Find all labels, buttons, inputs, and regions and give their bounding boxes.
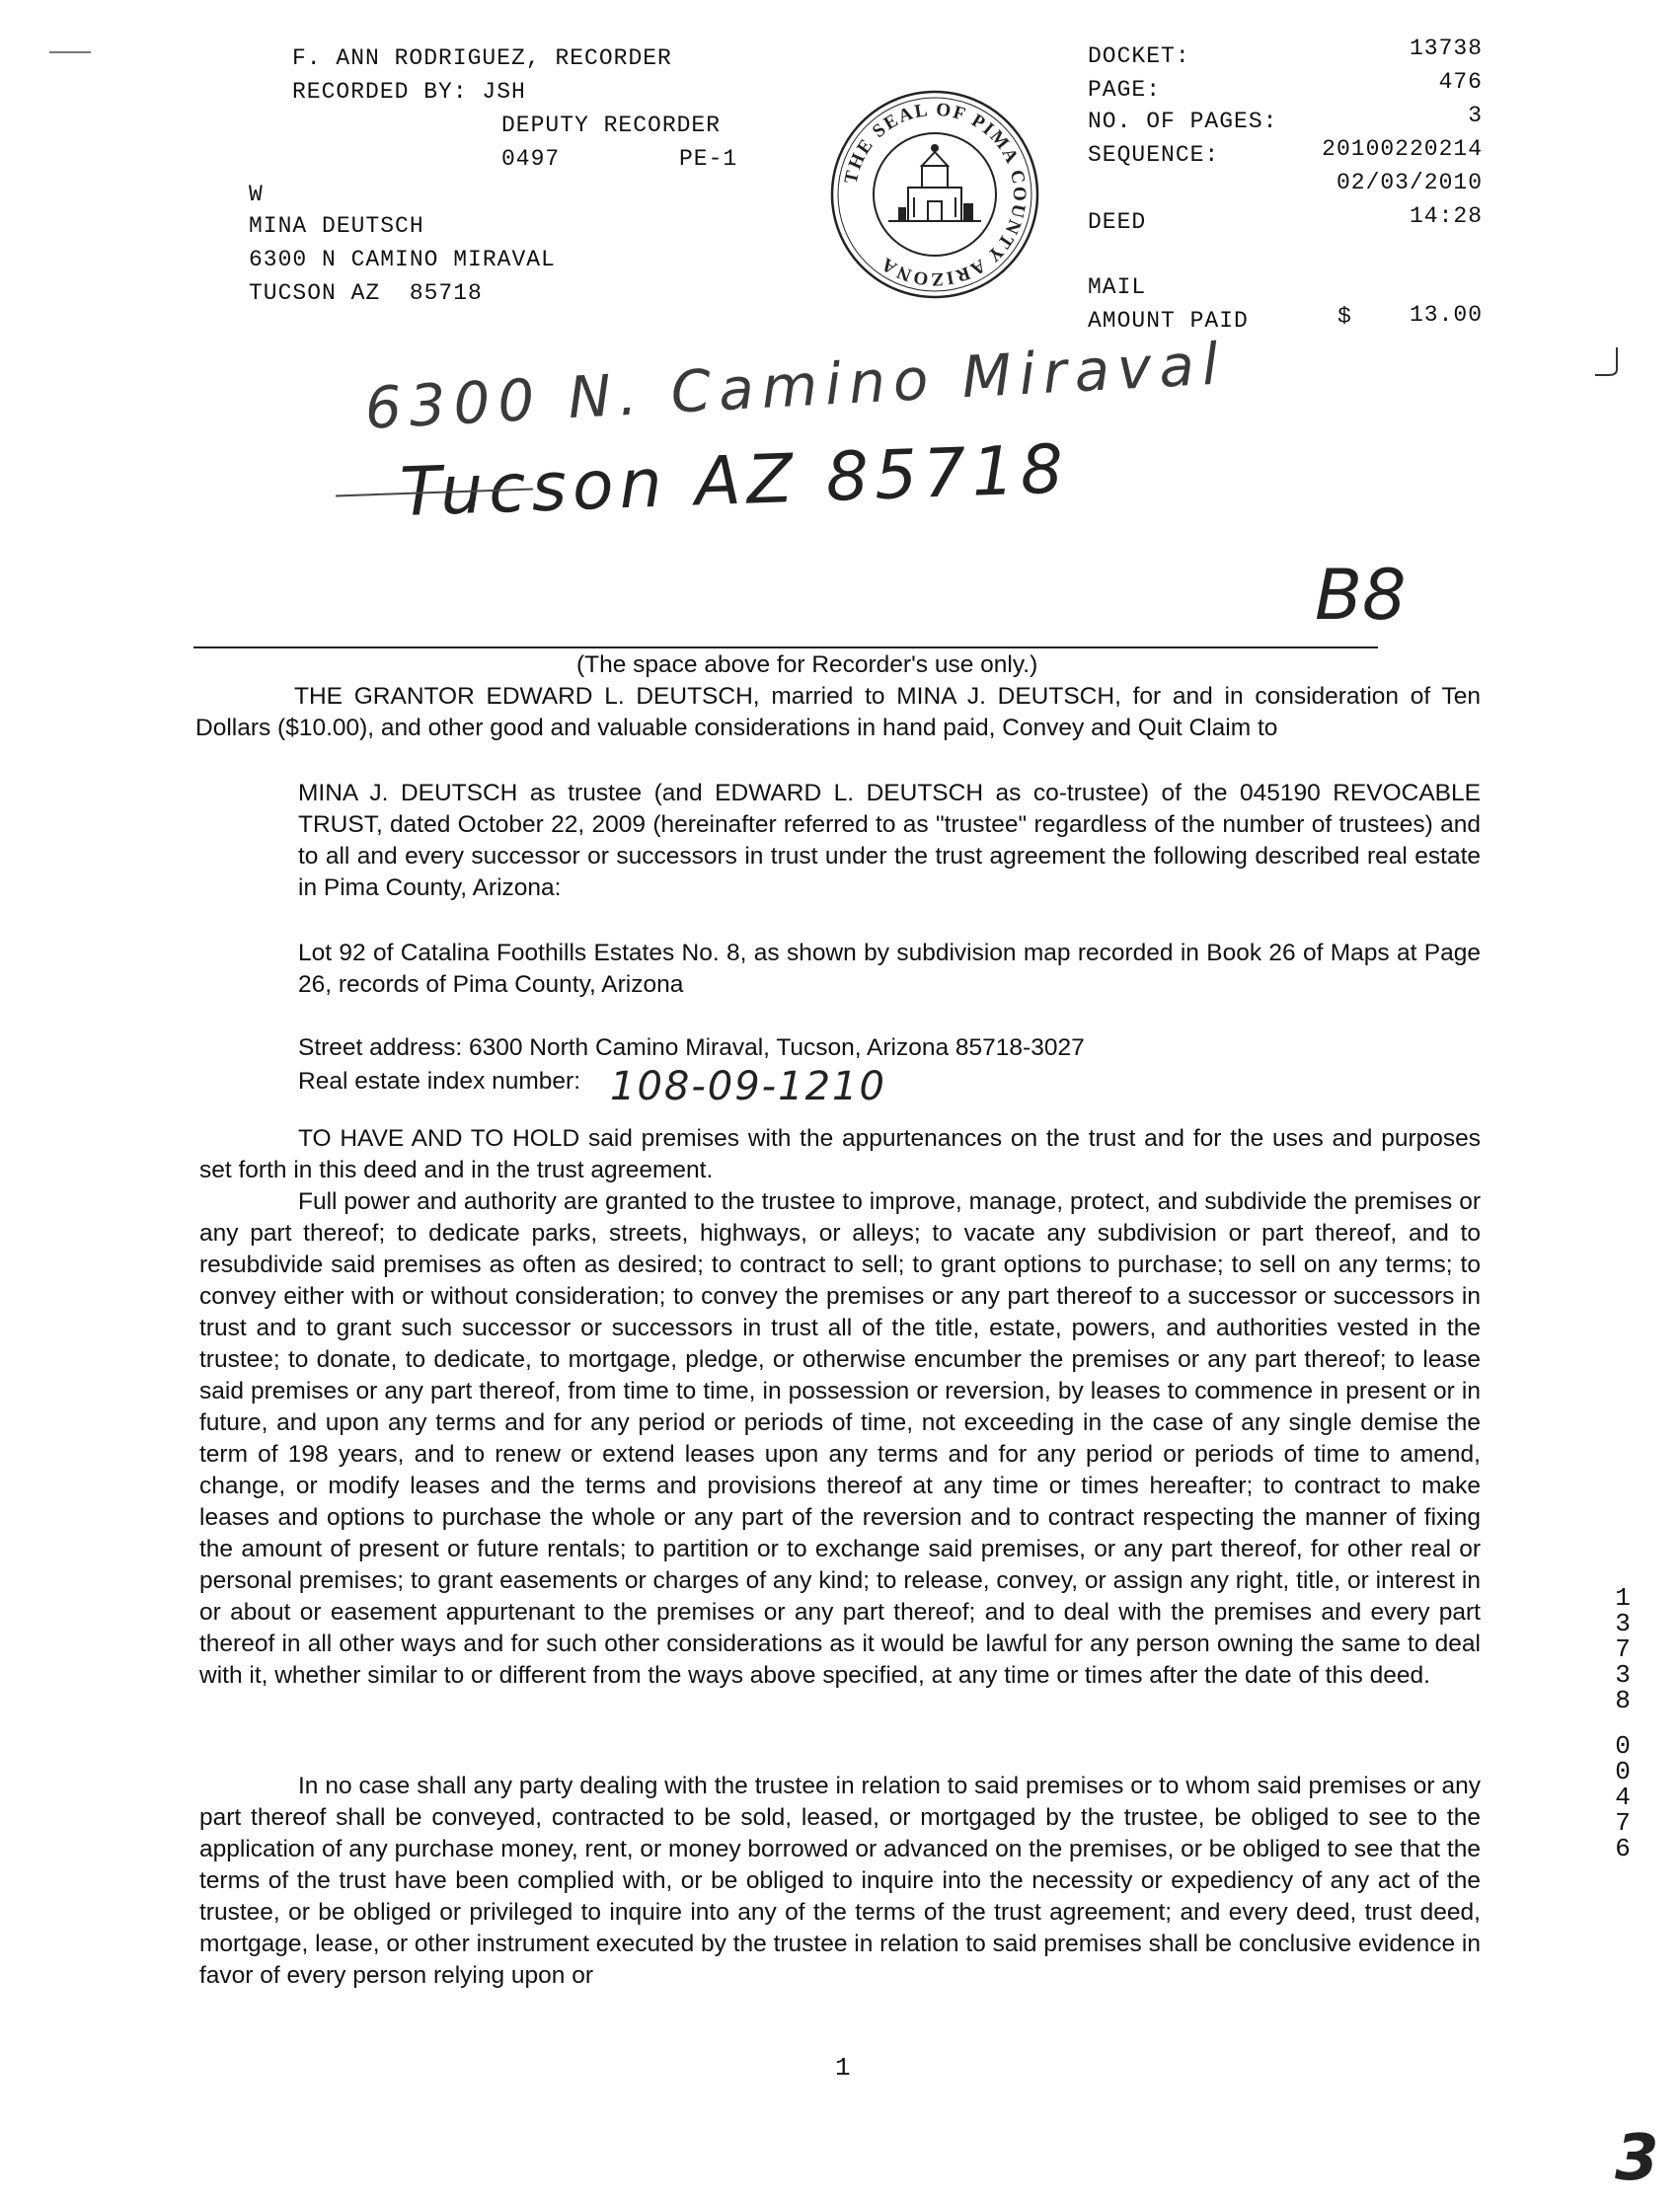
bracket-mark	[1593, 347, 1623, 377]
trustee-paragraph: MINA J. DEUTSCH as trustee (and EDWARD L. DEUTSCH as co-trustee) of the 045190 REVOCABLE TRUST, dated October 22, 2009 (hereinafter referred to as "trustee" regardless of the number of trustees) and to all and every successor or successors in trust under the trust agreement the following described real estate in Pima County, Arizona:	[298, 780, 1481, 901]
recording-time: 14:28	[1409, 203, 1483, 229]
amount-currency: $	[1337, 304, 1352, 330]
docket-label: DOCKET:	[1088, 43, 1190, 69]
mail-to-city: TUCSON AZ 85718	[249, 280, 483, 306]
page-number: 1	[835, 2053, 851, 2083]
code-pe1: PE-1	[679, 146, 738, 172]
mail-to-name: MINA DEUTSCH	[249, 213, 424, 239]
amount-label: AMOUNT PAID	[1088, 308, 1249, 334]
county-seal	[829, 89, 1040, 300]
pages-label: NO. OF PAGES:	[1088, 109, 1278, 134]
code-0497: 0497	[501, 146, 561, 172]
grantor-paragraph: THE GRANTOR EDWARD L. DEUTSCH, married to MINA J. DEUTSCH, for and in consideration of Ten Dollars ($10.00), and other good and valuable considerations in hand paid, Convey and Quit Claim to	[195, 683, 1481, 741]
mail-to-street: 6300 N CAMINO MIRAVAL	[249, 247, 556, 272]
sequence-value: 20100220214	[1322, 136, 1483, 162]
sequence-label: SEQUENCE:	[1088, 142, 1220, 168]
deed-label: DEED	[1088, 209, 1147, 235]
amount-value: 13.00	[1409, 302, 1483, 328]
recorder-space-divider	[193, 646, 1378, 648]
handwritten-address-line2: Tucson AZ 85718	[399, 430, 1071, 532]
handwritten-code: B8	[1315, 555, 1407, 636]
corner-dash	[49, 51, 91, 53]
margin-stamp-docket: 13738	[1615, 1583, 1631, 1715]
street-address: Street address: 6300 North Camino Miraval, Tucson, Arizona 85718-3027	[298, 1034, 1085, 1061]
docket-value: 13738	[1409, 36, 1483, 61]
mail-code-w: W	[249, 182, 264, 207]
deputy-recorder: DEPUTY RECORDER	[501, 113, 722, 138]
no-case-paragraph: In no case shall any party dealing with the trustee in relation to said premises or to whom said premises or any part thereof shall be conveyed, contracted to be sold, leased, or mortgaged by the trustee, be obliged to see to the application of any purchase money, rent, or money borrowed or advanced on the premises, or be obliged to see that the terms of the trust have been complied with, or be obliged to inquire into the necessity or expediency of any act of the trustee, or be obliged or privileged to inquire into any of the terms of the trust agreement; and every deed, trust deed, mortgage, lease, or other instrument executed by the trustee in relation to said premises shall be conclusive evidence in favor of every person relying upon or	[199, 1773, 1481, 1989]
handwritten-index-number: 108-09-1210	[610, 1064, 886, 1109]
pages-value: 3	[1468, 103, 1483, 128]
full-power-paragraph: Full power and authority are granted to the trustee to improve, manage, protect, and subdivide the premises or any part thereof; to dedicate parks, streets, highways, or alleys; to vacate any subdivision or part thereof, and to resubdivide said premises as often as desired; to contract to sell; to grant options to purchase; to sell on any terms; to convey either with or without consideration; to convey the premises or any part thereof to a successor or successors in trust and to grant such successor or successors in trust all of the title, estate, powers, and authorities vested in the trustee; to donate, to dedicate, to mortgage, pledge, or otherwise encumber the premises or any part thereof; to lease said premises or any part thereof, from time to time, in possession or reversion, by leases to commence in present or in future, and upon any terms and for any period or periods of time, not exceeding in the case of any single demise the term of 198 years, and to renew or extend leases upon any terms and for any period or periods of time to amend, change, or modify leases and the terms and provisions thereof at any time or times hereafter; to contract to make leases and options to purchase the whole or any part of the reversion and to contract respecting the manner of fixing the amount of present or future rentals; to partition or to exchange said premises, or any part thereof, for other real or personal premises; to grant easements or charges of any kind; to release, convey, or assign any right, title, or interest in or about or easement appurtenant to the premises or any part thereof; and to deal with the premises and every part thereof in all other ways and for such other considerations as it would be lawful for any person owning the same to deal with it, whether similar to or different from the ways above specified, at any time or times after the date of this deed.	[199, 1188, 1481, 1689]
margin-stamp-page: 00476	[1615, 1731, 1631, 1863]
mail-label: MAIL	[1088, 274, 1147, 300]
svg-text:THE SEAL OF PIMA COUNTY ARIZON	[841, 100, 1030, 289]
recorder-use-note: (The space above for Recorder's use only.)	[576, 651, 1038, 678]
recording-date: 02/03/2010	[1336, 170, 1483, 195]
corner-handwritten-mark: 3	[1615, 2122, 1659, 2195]
recorder-name: F. ANN RODRIGUEZ, RECORDER	[292, 45, 672, 71]
recorded-by: RECORDED BY: JSH	[292, 79, 526, 105]
seal-text: THE SEAL OF PIMA COUNTY ARIZONA	[840, 99, 1031, 290]
handwritten-address-line1: 6300 N. Camino Miraval	[363, 330, 1228, 442]
page-label: PAGE:	[1088, 77, 1162, 103]
index-number-label: Real estate index number:	[298, 1068, 580, 1095]
have-and-hold-paragraph: TO HAVE AND TO HOLD said premises with the appurtenances on the trust and for the uses and purposes set forth in this deed and in the trust agreement.	[199, 1125, 1481, 1183]
page-value: 476	[1438, 69, 1483, 95]
legal-description: Lot 92 of Catalina Foothills Estates No. 8, as shown by subdivision map recorded in Book 26 of Maps at Page 26, records of Pima County, Arizona	[298, 940, 1481, 998]
